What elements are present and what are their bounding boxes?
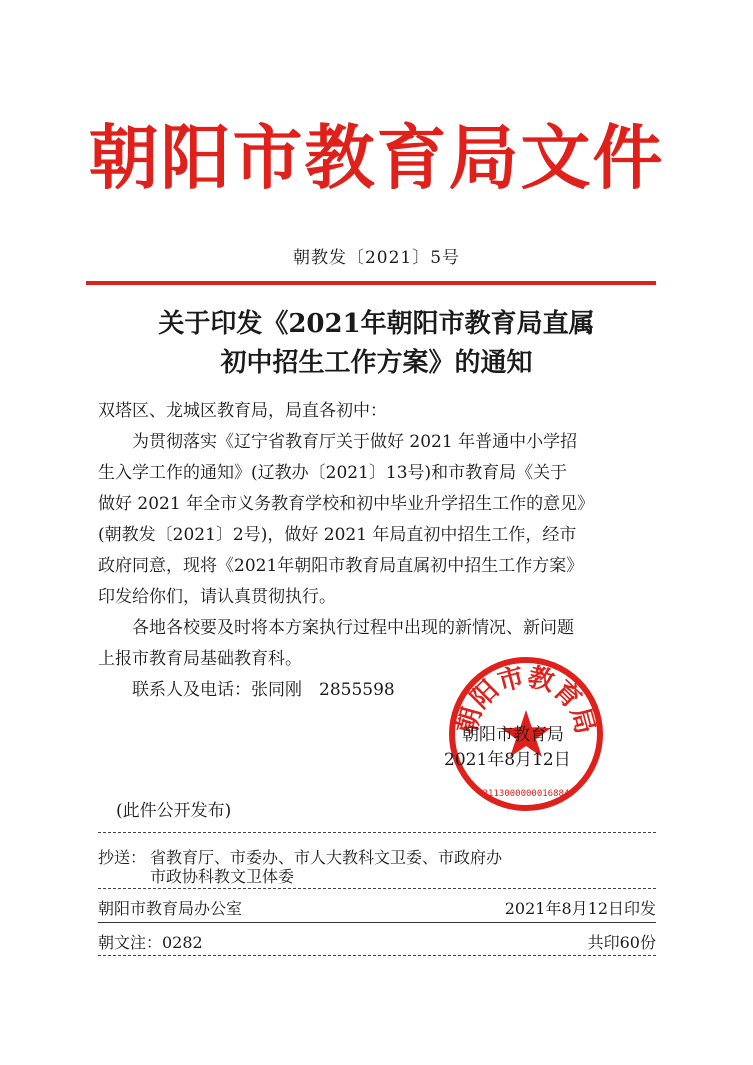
body-line-3: 做好 2021 年全市义务教育学校和初中毕业升学招生工作的意见》: [98, 494, 595, 514]
body-line-5: 政府同意，现将《2021年朝阳市教育局直属初中招生工作方案》: [98, 556, 584, 576]
signature-date: 2021年8月12日: [444, 750, 571, 770]
body-line-1: 为贯彻落实《辽宁省教育厅关于做好 2021 年普通中小学招: [98, 432, 578, 452]
print-date: 2021年8月12日印发: [504, 899, 656, 918]
signature-org: 朝阳市教育局: [462, 725, 564, 745]
footer-dashed-line-3: [98, 955, 656, 956]
cc-label: 抄送：: [98, 848, 147, 867]
footer-dashed-line-1: [98, 832, 656, 833]
issuing-office: 朝阳市教育局办公室: [98, 899, 243, 918]
notice-title: [0, 305, 753, 383]
document-header-title: 朝阳市教育局文件: [88, 117, 665, 199]
footer-dashed-line-2: [98, 888, 656, 889]
cc-line-2: 市政协科教文卫体委: [150, 867, 295, 886]
body-line-8: 上报市教育局基础教育科。: [98, 649, 302, 669]
body-line-6: 印发给你们，请认真贯彻执行。: [98, 587, 336, 607]
body-line-4: (朝教发〔2021〕2号)，做好 2021 年局直初中招生工作，经市: [98, 525, 577, 545]
cc-line-1: 省教育厅、市委办、市人大教科文卫委、市政府办: [150, 848, 503, 867]
document-note: 朝文注：0282: [98, 933, 203, 952]
notice-title-line-2: 初中招生工作方案》的通知: [220, 348, 533, 378]
seal-text: 朝阳市教育局: [452, 662, 600, 738]
seal-code: 2113000000016884: [482, 789, 570, 799]
recipients-line: 双塔区、龙城区教育局，局直各初中：: [98, 401, 387, 421]
contact-line: 联系人及电话：张同刚 2855598: [98, 680, 395, 700]
notice-title-line-1: 关于印发《2021年朝阳市教育局直属: [158, 309, 595, 339]
document-number: 朝教发〔2021〕5号: [292, 248, 461, 268]
public-release-note: (此件公开发布): [116, 801, 232, 821]
print-copies: 共印60份: [587, 933, 656, 952]
body-line-2: 生入学工作的通知》(辽教办〔2021〕13号)和市教育局《关于: [98, 463, 568, 483]
body-line-7: 各地各校要及时将本方案执行过程中出现的新情况、新问题: [98, 618, 574, 638]
footer-solid-line: [98, 922, 656, 923]
red-divider-line: [86, 281, 656, 285]
